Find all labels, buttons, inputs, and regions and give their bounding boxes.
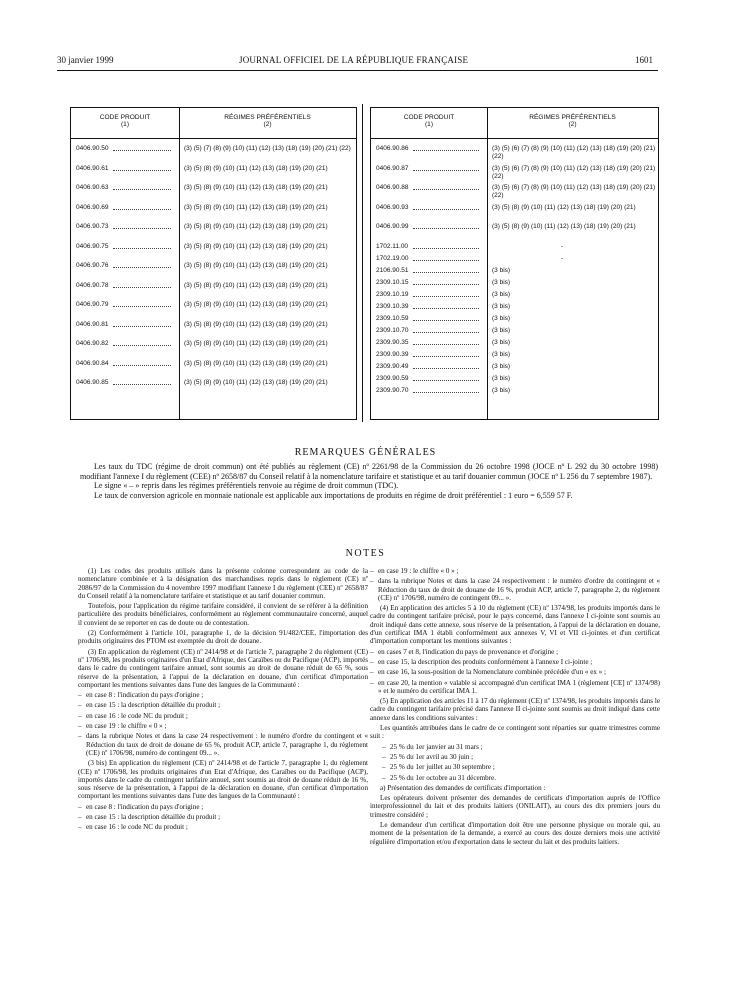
product-code: 2309.10.15: [376, 278, 409, 286]
note-paragraph: (1) Les codes des produits utilisés dans la présente colonne correspondent au code de la nomenclature combinée et à la désignation des marchandises repris dans le règlement (CE) nº 2086/97 de la Commission du 4 novembre 1997 modifiant l'annexe I du règlement (CEE) nº 2658/87 du Conseil relatif à la nomenclature tarifaire et statistique et au tarif douanier commun.: [78, 567, 368, 600]
dot-leader: [413, 344, 479, 345]
col-regimes-label: RÉGIMES PRÉFÉRENTIELS: [529, 114, 616, 121]
col-code-number: (1): [120, 121, 130, 128]
product-code: 2309.10.19: [376, 290, 409, 298]
note-paragraph: (3) En application du règlement (CE) nº 2414/98 et de l'article 7, paragraphe 2 du règlement (CE) nº 1706/98, les produits originaires d'un Etat d'Afrique, des Caraïbes ou du Pacifique (ACP), importés dans le cadre du contingent tarifaire annuel, sont soumis au droit de douane réduit de 65 %, sous réserve de la présentation, à l'appui de la déclaration en douane, d'un certificat d'importation comportant les mentions suivantes dans l'une des langues de la Communauté :: [78, 647, 368, 689]
dot-leader: [413, 248, 479, 249]
note-paragraph: Toutefois, pour l'application du régime tarifaire considéré, il convient de se référer à la définition particulière des produits bénéficiaires, conformément au règlement communautaire concerné, auquel il convient de se reporter en cas de doute ou de contestation.: [78, 602, 368, 627]
col-regimes-header: [179, 114, 356, 128]
dot-leader: [413, 380, 479, 381]
preferential-regimes: (3) (5) (8) (9) (10) (11) (12) (13) (18) (19) (20) (21): [184, 242, 328, 250]
preferential-regimes: (3 bis): [492, 350, 511, 358]
table-row: [71, 379, 359, 399]
preferential-regimes: (3 bis): [492, 374, 511, 382]
note-paragraph: Le demandeur d'un certificat d'importation doit être une personne physique ou morale qui, au moment de la présentation de la demande, a exercé au cours des douze derniers mois une activité régulière d'importation et/ou d'exportation dans le secteur du lait et des produits laitiers.: [370, 821, 660, 846]
preferential-regimes: (3) (5) (8) (9) (10) (11) (12) (13) (18) (19) (20) (21): [184, 184, 328, 191]
table-row: [371, 375, 667, 387]
product-code: 2309.90.39: [376, 350, 409, 358]
dot-leader: [413, 356, 479, 357]
product-code: 0406.90.99: [376, 223, 409, 230]
table-header: [71, 108, 356, 139]
notes-title: NOTES: [345, 548, 386, 559]
dot-leader: [113, 248, 171, 249]
table-row: [71, 340, 359, 360]
product-code: 0406.90.69: [76, 203, 109, 211]
dot-leader: [113, 189, 171, 190]
preferential-regimes: (3) (5) (8) (9) (10) (11) (12) (13) (18) (19) (20) (21): [184, 223, 328, 230]
product-code: 2309.90.59: [376, 374, 409, 382]
note-list-item: – 25 % du 1er juillet au 30 septembre ;: [370, 763, 660, 771]
product-code: 0406.90.75: [76, 242, 109, 250]
dot-leader: [413, 296, 479, 297]
preferential-regimes: (3) (5) (8) (9) (10) (11) (12) (13) (18) (19) (20) (21): [184, 262, 328, 269]
table-row: [371, 243, 667, 255]
table-row: [371, 339, 667, 351]
dot-leader: [413, 284, 479, 285]
product-code: 0406.90.81: [76, 320, 109, 328]
table-row: [371, 204, 667, 224]
table-row: [371, 279, 667, 291]
remarks-paragraph: Le taux de conversion agricole en monnaie nationale est applicable aux importations de produits en régime de droit préférentiel : 1 euro = 6,559 57 F.: [94, 490, 573, 500]
product-code: 1702.19.00: [376, 254, 409, 262]
dot-leader: [113, 228, 171, 229]
product-code: 0406.90.85: [76, 379, 109, 386]
table-row: [71, 360, 359, 380]
preferential-regimes: (3) (5) (8) (9) (10) (11) (12) (13) (18) (19) (20) (21): [184, 320, 328, 328]
preferential-regimes: (3) (5) (8) (9) (10) (11) (12) (13) (18) (19) (20) (21): [184, 203, 328, 211]
product-code: 2106.90.51: [376, 266, 409, 274]
product-code: 0406.90.82: [76, 340, 109, 347]
table-row: [371, 267, 667, 279]
preferential-regimes: -: [560, 254, 564, 262]
dot-leader: [413, 272, 479, 273]
note-list-item: – en case 15 : la description détaillée du produit ;: [78, 701, 368, 709]
table-row: [371, 291, 667, 303]
note-list-item: – en case 19 : le chiffre « 0 » ;: [78, 722, 368, 730]
header-date: 30 janvier 1999: [57, 55, 114, 65]
dot-leader: [113, 287, 171, 288]
note-list-item: – 25 % du 1er janvier au 31 mars ;: [370, 743, 660, 751]
preferential-regimes: (3) (5) (8) (9) (10) (11) (12) (13) (18) (19) (20) (21): [184, 379, 328, 386]
note-paragraph: (3 bis) En application du règlement (CE) nº 2414/98 et de l'article 7, paragraphe 1, du règlement (CE) nº 1706/98, les produits originaires d'un Etat d'Afrique, des Caraïbes ou du Pacifique (ACP), importés dans le cadre du contingent tarifaire annuel, sont soumis au droit de douane réduit de 16 %, sous réserve de la présentation, à l'appui de la déclaration en douane, d'un certificat d'importation comportant les mentions suivantes dans l'une des langues de la Communauté :: [78, 759, 368, 801]
column-separator-rule: [362, 104, 363, 422]
product-code: 0406.90.79: [76, 301, 109, 308]
preferential-regimes: (3 bis): [492, 290, 511, 298]
product-code: 2309.10.39: [376, 302, 409, 310]
preferential-regimes: (3 bis): [492, 278, 511, 286]
preferential-regimes: (3) (5) (8) (9) (10) (11) (12) (13) (18) (19) (20) (21): [184, 164, 328, 172]
table-row: [371, 387, 667, 399]
product-code: 2309.90.35: [376, 338, 409, 346]
remarks-body: [80, 462, 658, 500]
preferential-regimes: (3) (5) (8) (9) (10) (11) (12) (13) (18) (19) (20) (21): [184, 359, 328, 367]
product-code: 0406.90.50: [76, 145, 109, 152]
note-list-item: – en case 16, la sous-position de la Nomenclature combinée précédée d'un « ex » ;: [370, 668, 660, 676]
preferential-regimes: (3 bis): [492, 302, 511, 310]
table-row: [371, 303, 667, 315]
table-row: [71, 282, 359, 302]
product-code: 0406.90.87: [376, 164, 409, 172]
header-journal-title: JOURNAL OFFICIEL DE LA RÉPUBLIQUE FRANÇAISE: [239, 55, 469, 65]
preferential-regimes: -: [560, 242, 564, 250]
table-row: [71, 301, 359, 321]
dot-leader: [413, 150, 479, 151]
product-code: 0406.90.63: [76, 184, 109, 191]
product-code: 2309.10.70: [376, 326, 409, 334]
table-row: [371, 363, 667, 375]
preferential-regimes: (3 bis): [492, 386, 511, 394]
note-list-item: – en cases 7 et 8, l'indication du pays de provenance et d'origine ;: [370, 648, 660, 656]
note-list-item: – en case 16 : le code NC du produit ;: [78, 823, 368, 831]
table-row: [371, 351, 667, 363]
table-row: [71, 223, 359, 243]
product-code: 0406.90.84: [76, 359, 109, 367]
dot-leader: [413, 332, 479, 333]
dot-leader: [113, 345, 171, 346]
remarks-title: REMARQUES GÉNÉRALES: [294, 447, 437, 458]
table-row: [371, 255, 667, 267]
table-row: [71, 262, 359, 282]
col-code-header: [71, 114, 179, 128]
col-regimes-label: RÉGIMES PRÉFÉRENTIELS: [224, 114, 311, 121]
table-row: [371, 223, 667, 243]
dot-leader: [413, 170, 479, 171]
dot-leader: [113, 384, 171, 385]
col-code-header: [371, 114, 487, 128]
note-list-item: – dans la rubrique Notes et dans la case 24 respectivement : le numéro d'ordre du contingent et « Réduction du taux de droit de douane de 65 %, produit ACP, article 7, paragraphe 1, du règlement (CE) nº 1706/98, numéro de contingent 09... ».: [78, 732, 368, 757]
table-row: [371, 165, 667, 185]
product-code: 0406.90.88: [376, 184, 409, 191]
preferential-regimes: (3) (5) (8) (9) (10) (11) (12) (13) (18) (19) (20) (21): [492, 203, 636, 211]
dot-leader: [413, 189, 479, 190]
product-code: 2309.10.59: [376, 314, 409, 322]
preferential-regimes: (3) (5) (8) (9) (10) (11) (12) (13) (18) (19) (20) (21): [184, 301, 328, 308]
remarks-paragraph: Les taux du TDC (régime de droit commun) ont été publiés au règlement (CE) nº 2261/98 de la Commission du 26 octobre 1998 (JOCE nº L 292 du 30 octobre 1998) modifiant l'annexe I du règlement (CEE) nº 2658/87 du Conseil relatif à la nomenclature tarifaire et statistique et au tarif douanier commun (JOCE nº L 256 du 7 septembre 1987).: [80, 462, 658, 481]
note-paragraph: Les opérateurs doivent présenter des demandes de certificats d'importation auprès de l'Office interprofessionnel du lait et des produits laitiers (ONILAIT), au cours des dix premiers jours du trimestre considéré ;: [370, 794, 660, 819]
note-paragraph: a) Présentation des demandes de certificats d'importation :: [380, 783, 546, 792]
note-list-item: – en case 8 : l'indication du pays d'origine ;: [78, 691, 368, 699]
note-paragraph: (5) En application des articles 11 à 17 du règlement (CE) nº 1374/98, les produits importés dans le cadre du contingent tarifaire précisé dans l'annexe II ci-jointe sont soumis au droit indiqué dans cette annexe dans les conditions suivantes :: [370, 697, 660, 722]
product-code: 2309.90.70: [376, 386, 409, 394]
note-paragraph: (4) En application des articles 5 à 10 du règlement (CE) nº 1374/98, les produits importés dans le cadre du contingent tarifaire précisé, pour le pays concerné, dans l'annexe I ci-jointe sont soumis au droit indiqué dans cette annexe, sous réserve de la présentation, à l'appui de la déclaration en douane, d'un certificat IMA 1 établi conformément aux annexes V, VI et VII ci-jointes et d'un certificat d'importation comportant les mentions suivantes :: [370, 604, 660, 646]
notes-column-right: [370, 567, 660, 848]
product-code: 0406.90.61: [76, 164, 109, 172]
product-table-left: [70, 107, 357, 420]
table-row: [71, 184, 359, 204]
note-list-item: – en case 20, la mention « valable si accompagné d'un certificat IMA 1 (règlement [CE] nº 1374/98) » et le numéro du certificat IMA 1.: [370, 679, 660, 696]
note-list-item: – en case 8 : l'indication du pays d'origine ;: [78, 803, 368, 811]
table-row: [71, 321, 359, 341]
note-list-item: – en case 15 : la description détaillée du produit ;: [78, 813, 368, 821]
dot-leader: [413, 228, 479, 229]
dot-leader: [413, 320, 479, 321]
table-row: [371, 145, 667, 165]
dot-leader: [413, 392, 479, 393]
preferential-regimes: (3 bis): [492, 338, 511, 346]
header-rule: [57, 70, 658, 71]
note-paragraph: Les quantités attribuées dans le cadre de ce contingent sont réparties sur quatre trimestres comme suit :: [370, 724, 660, 741]
col-code-label: CODE PRODUIT: [403, 114, 455, 121]
note-list-item: – 25 % du 1er octobre au 31 décembre.: [370, 774, 660, 782]
product-code: 0406.90.93: [376, 203, 409, 211]
dot-leader: [113, 209, 171, 210]
note-list-item: – en case 19 : le chiffre « 0 » ;: [370, 567, 660, 575]
dot-leader: [413, 308, 479, 309]
dot-leader: [113, 365, 171, 366]
preferential-regimes: (3) (5) (8) (9) (10) (11) (12) (13) (18) (19) (20) (21): [184, 340, 328, 347]
product-code: 0406.90.86: [376, 145, 409, 152]
col-code-label: CODE PRODUIT: [99, 114, 151, 121]
dot-leader: [113, 267, 171, 268]
dot-leader: [113, 326, 171, 327]
product-table-right: [370, 107, 659, 420]
page-header: [57, 55, 657, 69]
product-code: 0406.90.76: [76, 262, 109, 269]
table-row: [71, 145, 359, 165]
table-row: [71, 243, 359, 263]
table-row: [371, 315, 667, 327]
col-code-number: (1): [424, 121, 434, 128]
note-list-item: – 25 % du 1er avril au 30 juin ;: [370, 753, 660, 761]
table-row: [71, 204, 359, 224]
dot-leader: [113, 306, 171, 307]
preferential-regimes: (3) (5) (8) (9) (10) (11) (12) (13) (18) (19) (20) (21): [492, 223, 636, 230]
dot-leader: [113, 150, 171, 151]
dot-leader: [413, 260, 479, 261]
table-row: [371, 327, 667, 339]
preferential-regimes: (3) (5) (6) (7) (8) (9) (10) (11) (12) (13) (18) (19) (20) (21) (22): [492, 184, 656, 200]
table-row: [71, 165, 359, 185]
product-code: 0406.90.73: [76, 223, 109, 230]
preferential-regimes: (3) (5) (6) (7) (8) (9) (10) (11) (12) (13) (18) (19) (20) (21) (22): [492, 145, 656, 161]
preferential-regimes: (3) (5) (6) (7) (8) (9) (10) (11) (12) (13) (18) (19) (20) (21) (22): [492, 164, 656, 180]
remarks-paragraph: Le signe « – » repris dans les régimes préférentiels renvoie au régime de droit commun (TDC).: [94, 481, 399, 490]
table-header: [371, 108, 658, 139]
product-code: 2309.90.49: [376, 362, 409, 370]
preferential-regimes: (3 bis): [492, 326, 511, 334]
note-paragraph: (2) Conformément à l'article 101, paragraphe 1, de la décision 91/482/CEE, l'importation des produits originaires des PTOM est exemptée du droit de douane.: [78, 629, 368, 646]
col-regimes-header: [487, 114, 658, 128]
note-list-item: – en case 16 : le code NC du produit ;: [78, 712, 368, 720]
dot-leader: [413, 209, 479, 210]
dot-leader: [413, 368, 479, 369]
note-list-item: – dans la rubrique Notes et dans la case 24 respectivement : le numéro d'ordre du contingent et « Réduction du taux de droit de douane de 16 %, produit ACP, article 7, paragraphe 2, du règlement (CE) nº 1706/98, numéro de contingent 09... ».: [370, 577, 660, 602]
col-regimes-number: (2): [263, 121, 272, 128]
col-regimes-number: (2): [568, 121, 577, 128]
preferential-regimes: (3 bis): [492, 266, 511, 274]
dot-leader: [113, 170, 171, 171]
product-code: 1702.11.00: [376, 242, 409, 250]
table-row: [371, 184, 667, 204]
notes-column-left: [78, 567, 368, 834]
product-code: 0406.90.78: [76, 281, 109, 289]
preferential-regimes: (3 bis): [492, 362, 511, 370]
preferential-regimes: (3) (5) (7) (8) (9) (10) (11) (12) (13) (18) (19) (20) (21) (22): [184, 145, 351, 152]
note-list-item: – en case 15, la description des produits conformément à l'annexe I ci-jointe ;: [370, 658, 660, 666]
header-page-number: 1601: [635, 55, 653, 65]
preferential-regimes: (3) (5) (8) (9) (10) (11) (12) (13) (18) (19) (20) (21): [184, 281, 328, 289]
preferential-regimes: (3 bis): [492, 314, 511, 322]
